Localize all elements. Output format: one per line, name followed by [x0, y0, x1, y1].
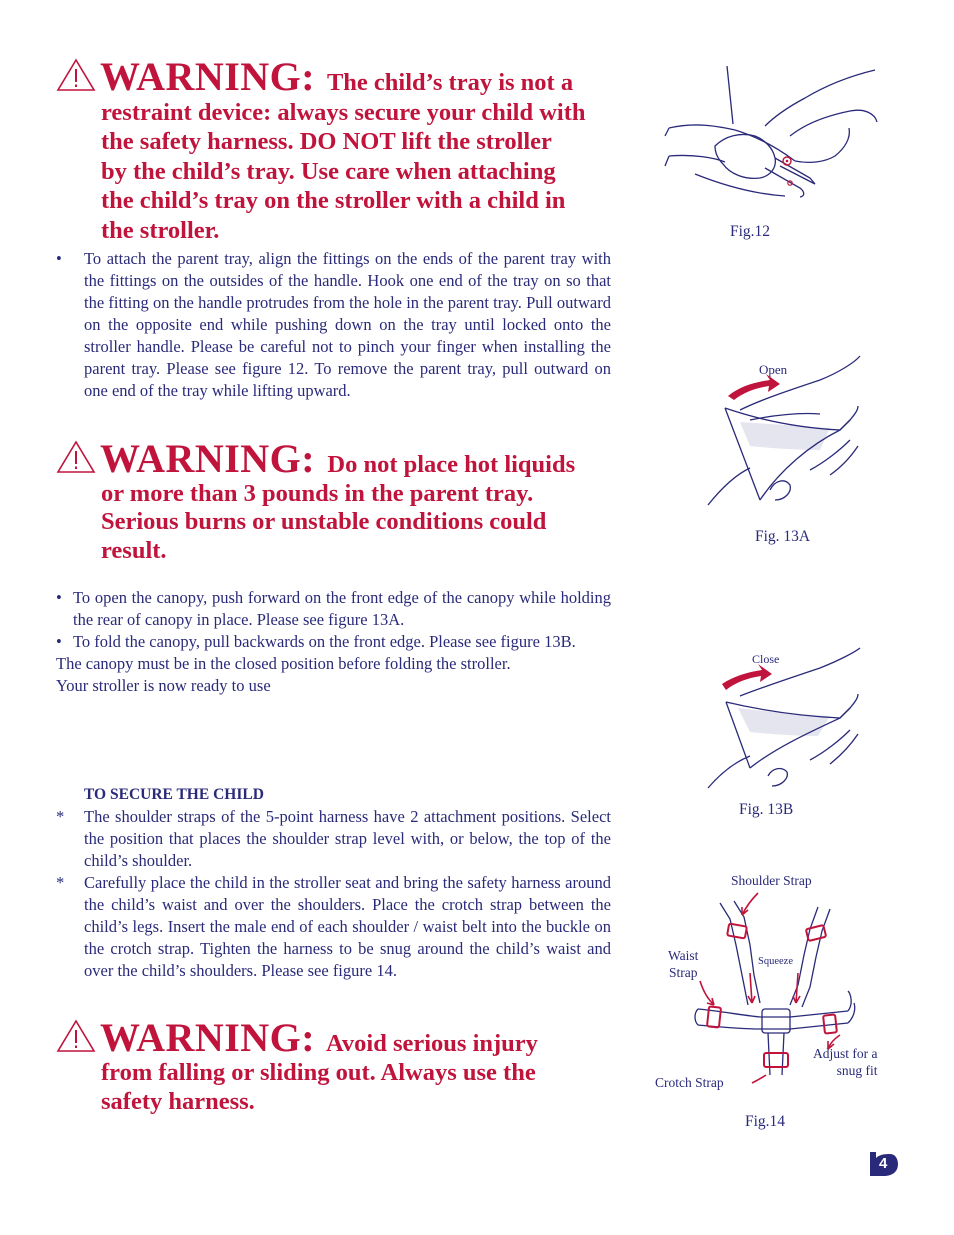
warning-heading: WARNING: [100, 1015, 316, 1060]
open-label: Open [759, 362, 788, 377]
warning-triangle-icon [56, 1019, 96, 1053]
warning-heading: WARNING: [100, 54, 316, 99]
warning-line: or more than 3 pounds in the parent tray. [101, 479, 534, 507]
list-item-text: The shoulder straps of the 5-point harness have 2 attachment positions. Select the position that places the shoulder strap level with, or below, the top of the child’s shoulder. [84, 807, 611, 870]
warning-block-1 [56, 54, 612, 245]
warning-line: the stroller. [101, 216, 220, 244]
warning-lead: Avoid serious injury [326, 1030, 538, 1057]
parent-tray-paragraph [56, 248, 611, 402]
list-item [56, 806, 611, 872]
warning-line: by the child’s tray. Use care when attaching [101, 157, 556, 185]
fig14-caption: Fig.14 [745, 1113, 786, 1130]
list-item-text: To fold the canopy, pull backwards on the front edge. Please see figure 13B. [73, 632, 576, 651]
warning-lead: Do not place hot liquids [327, 451, 576, 478]
adjust-label-line: Adjust for a [813, 1046, 878, 1061]
paragraph-text: To attach the parent tray, align the fittings on the ends of the parent tray with the fittings on the outsides of the handle. Hook one end of the tray on so that the fitting on the handle protrudes from the hole in the parent tray. Pull outward on the opposite end while pushing down on the tray until locked onto the stroller handle. Please be careful not to pinch your finger when installing the parent tray. Please see figure 12. To remove the parent tray, pull outward on one end of the tray while lifting upward. [84, 249, 611, 400]
asterisk-marker: * [56, 807, 65, 826]
fig14-illustration [690, 885, 860, 1075]
fig12-caption: Fig.12 [730, 223, 771, 240]
fig13b-illustration [700, 648, 860, 796]
adjust-label-line: snug fit [836, 1063, 878, 1078]
bullet-marker: • [56, 632, 62, 651]
waist-strap-label-line: Strap [668, 965, 698, 980]
canopy-ready: Your stroller is now ready to use [56, 676, 271, 695]
warning-triangle-icon [56, 58, 96, 92]
list-item-text: Carefully place the child in the stroller seat and bring the safety harness around the child’s waist and over the shoulders. Place the crotch strap between the child’s legs. Insert the male end of each shoulder / waist belt into the buckle on the crotch strap. Tighten the harness to be snug around the child’s waist and over the child’s shoulders. Please see figure 14. [84, 873, 611, 980]
warning-line: the safety harness. DO NOT lift the stroller [101, 128, 552, 155]
squeeze-label: Squeeze [758, 956, 793, 967]
warning-line: restraint device: always secure your child with [101, 98, 586, 126]
fig13a-illustration [700, 350, 860, 510]
fig13b-caption: Fig. 13B [739, 801, 794, 818]
canopy-section [56, 587, 611, 697]
list-item [56, 872, 611, 982]
warning-line: result. [101, 536, 167, 564]
fig13a-caption: Fig. 13A [755, 528, 811, 545]
page-number: 4 [879, 1155, 888, 1172]
secure-child-section [56, 784, 611, 982]
list-item-text: To open the canopy, push forward on the front edge of the canopy while holding the rear of canopy in place. Please see figure 13A. [73, 588, 611, 629]
warning-line: Serious burns or unstable conditions could [101, 508, 547, 535]
fig12-illustration [665, 66, 880, 226]
bullet-marker: • [56, 249, 62, 268]
list-item [56, 631, 611, 653]
warning-heading: WARNING: [100, 436, 316, 481]
canopy-note: The canopy must be in the closed position before folding the stroller. [56, 654, 511, 673]
warning-triangle-icon [56, 440, 96, 474]
list-item [56, 587, 611, 631]
asterisk-marker: * [56, 873, 65, 892]
bullet-marker: • [56, 588, 62, 607]
warning-line: the child’s tray on the stroller with a child in [101, 187, 566, 214]
warning-line: from falling or sliding out. Always use the [101, 1059, 536, 1086]
close-label: Close [752, 652, 780, 666]
waist-strap-label-line: Waist [668, 948, 699, 963]
crotch-strap-label: Crotch Strap [655, 1075, 724, 1090]
warning-block-3 [56, 1015, 612, 1116]
shoulder-strap-label: Shoulder Strap [731, 873, 812, 888]
warning-line: safety harness. [101, 1088, 255, 1115]
warning-block-2 [56, 436, 612, 565]
page-number-badge [868, 1150, 898, 1178]
warning-lead: The child’s tray is not a [326, 69, 574, 96]
section-heading: TO SECURE THE CHILD [84, 786, 264, 803]
